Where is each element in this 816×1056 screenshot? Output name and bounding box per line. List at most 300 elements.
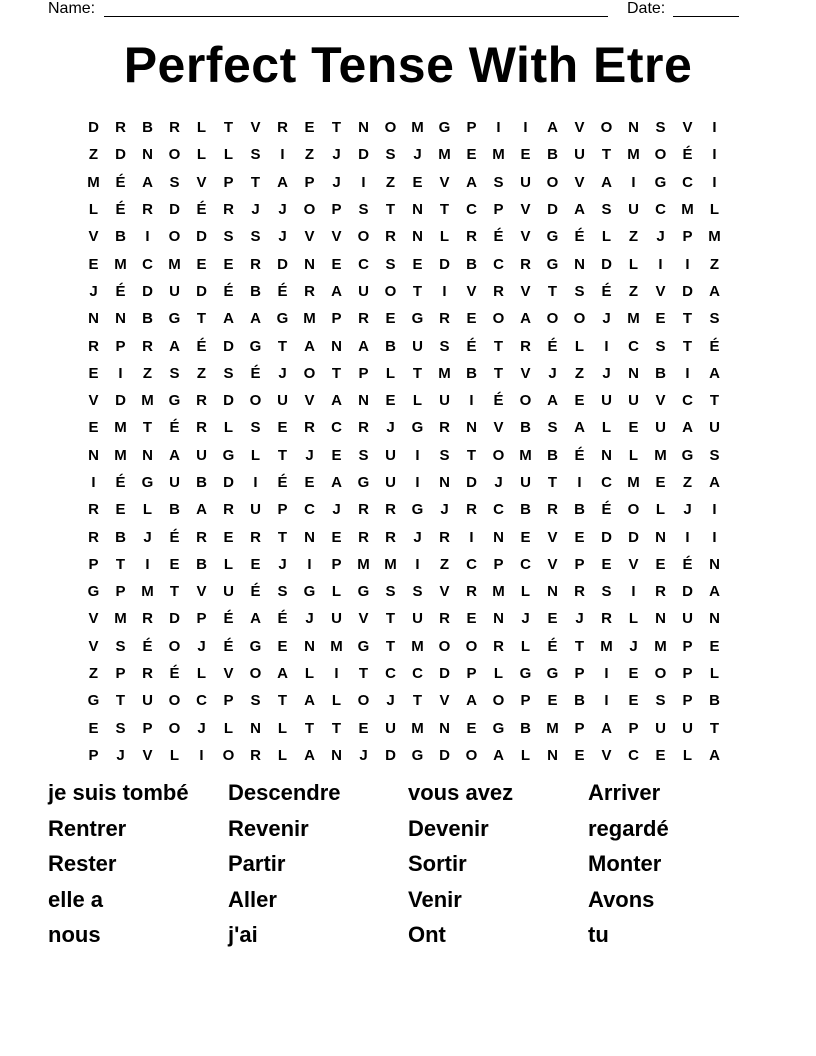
grid-cell: R (655, 583, 666, 601)
grid-cell: M (654, 446, 667, 464)
grid-cell: V (574, 119, 585, 137)
grid-cell: V (466, 282, 477, 300)
grid-cell: E (277, 637, 288, 655)
grid-cell: L (493, 665, 504, 683)
grid-cell: U (196, 446, 207, 464)
grid-cell: V (304, 228, 315, 246)
grid-cell: V (601, 746, 612, 764)
grid-cell: R (574, 583, 585, 601)
grid-cell: L (574, 337, 585, 355)
grid-cell: R (385, 528, 396, 546)
grid-cell: E (277, 419, 288, 437)
grid-cell: E (304, 119, 315, 137)
grid-cell: É (169, 419, 180, 437)
grid-cell: L (385, 364, 396, 382)
grid-cell: É (196, 201, 207, 219)
grid-cell: B (169, 501, 180, 519)
grid-cell: L (520, 746, 531, 764)
grid-cell: B (574, 501, 585, 519)
grid-cell: B (520, 719, 531, 737)
grid-cell: R (466, 228, 477, 246)
grid-cell: Z (628, 228, 639, 246)
grid-cell: M (114, 610, 127, 628)
grid-cell: B (250, 282, 261, 300)
grid-cell: O (438, 637, 451, 655)
grid-cell: S (250, 692, 261, 710)
name-line (104, 16, 608, 17)
grid-cell: S (223, 364, 234, 382)
grid-cell: N (493, 528, 504, 546)
grid-cell: T (385, 201, 396, 219)
grid-cell: T (385, 610, 396, 628)
grid-cell: R (304, 419, 315, 437)
grid-cell: É (547, 637, 558, 655)
grid-cell: O (573, 310, 586, 328)
word-list-item: Descendre (228, 780, 341, 805)
word-list-item: tu (588, 922, 609, 947)
grid-cell: I (469, 528, 474, 546)
name-label: Name: (48, 0, 96, 17)
grid-cell: J (332, 173, 341, 191)
grid-cell: N (304, 637, 315, 655)
grid-cell: É (601, 501, 612, 519)
grid-cell: C (493, 501, 504, 519)
grid-cell: P (628, 719, 639, 737)
grid-cell: U (223, 583, 234, 601)
grid-cell: É (115, 474, 126, 491)
grid-cell: N (88, 446, 99, 464)
grid-cell: G (492, 719, 505, 737)
grid-cell: R (358, 501, 369, 519)
grid-cell: J (494, 474, 503, 491)
grid-cell: P (115, 337, 126, 355)
grid-cell: O (249, 392, 262, 410)
grid-cell: N (439, 719, 450, 737)
grid-cell: M (681, 201, 694, 219)
grid-row (80, 442, 736, 469)
grid-cell: D (439, 665, 450, 683)
grid-cell: V (196, 583, 207, 601)
grid-cell: O (600, 119, 613, 137)
grid-cell: U (655, 719, 666, 737)
grid-cell: I (604, 665, 609, 683)
word-list-item: vous avez (408, 780, 514, 805)
grid-cell: S (250, 146, 261, 164)
grid-cell: M (546, 719, 559, 737)
grid-cell: P (331, 201, 342, 219)
grid-cell: B (466, 255, 477, 273)
grid-cell: A (709, 474, 720, 491)
grid-cell: L (628, 610, 639, 628)
grid-cell: V (520, 201, 531, 219)
grid-cell: R (115, 119, 126, 137)
grid-cell: N (709, 610, 720, 628)
grid-cell: É (682, 555, 693, 573)
grid-cell: U (574, 146, 585, 164)
grid-row (80, 360, 736, 387)
grid-cell: T (547, 474, 558, 491)
grid-cell: B (547, 446, 558, 464)
grid-cell: E (547, 610, 558, 628)
grid-cell: I (712, 146, 717, 164)
grid-cell: R (196, 528, 207, 546)
grid-cell: P (682, 692, 693, 710)
grid-cell: R (466, 583, 477, 601)
grid-cell: G (411, 419, 424, 437)
grid-cell: V (358, 610, 369, 628)
grid-cell: V (628, 555, 639, 573)
grid-cell: U (385, 719, 396, 737)
grid-cell: E (88, 255, 99, 273)
grid-cell: E (331, 255, 342, 273)
grid-cell: N (628, 119, 639, 137)
grid-cell: J (278, 364, 287, 382)
grid-cell: R (169, 119, 180, 137)
grid-cell: É (115, 201, 126, 219)
grid-cell: G (168, 392, 181, 410)
grid-cell: É (709, 337, 720, 355)
grid-cell: N (142, 146, 153, 164)
grid-cell: A (601, 173, 612, 191)
grid-cell: T (277, 446, 288, 464)
grid-cell: L (601, 419, 612, 437)
date-label: Date: (627, 0, 666, 17)
grid-cell: G (357, 474, 370, 491)
grid-cell: T (385, 637, 396, 655)
grid-cell: E (466, 310, 477, 328)
grid-cell: B (709, 692, 720, 710)
grid-cell: J (683, 501, 692, 519)
grid-cell: R (196, 392, 207, 410)
grid-cell: P (277, 501, 288, 519)
grid-cell: B (547, 146, 558, 164)
grid-cell: L (142, 501, 153, 519)
grid-cell: V (520, 282, 531, 300)
grid-cell: V (439, 692, 450, 710)
grid-cell: S (223, 228, 234, 246)
grid-cell: G (546, 228, 559, 246)
grid-cell: R (88, 528, 99, 546)
grid-cell: B (196, 555, 207, 573)
grid-cell: V (574, 173, 585, 191)
grid-cell: Z (628, 282, 639, 300)
grid-cell: I (631, 173, 636, 191)
grid-cell: A (304, 337, 315, 355)
grid-cell: M (114, 419, 127, 437)
grid-cell: S (358, 446, 369, 464)
grid-cell: I (604, 692, 609, 710)
grid-cell: P (574, 719, 585, 737)
grid-cell: P (682, 637, 693, 655)
grid-cell: S (385, 146, 396, 164)
grid-cell: G (249, 337, 262, 355)
grid-cell: G (546, 255, 559, 273)
grid-cell: V (547, 555, 558, 573)
grid-cell: T (196, 310, 207, 328)
grid-cell: L (682, 746, 693, 764)
grid-cell: O (357, 228, 370, 246)
grid-cell: J (143, 528, 152, 546)
grid-cell: J (332, 146, 341, 164)
grid-cell: É (574, 228, 585, 246)
grid-row (80, 196, 736, 223)
grid-cell: O (303, 364, 316, 382)
grid-cell: C (601, 474, 612, 491)
grid-cell: M (438, 146, 451, 164)
grid-cell: M (303, 310, 316, 328)
grid-cell: E (628, 692, 639, 710)
grid-cell: É (277, 474, 288, 491)
grid-cell: A (142, 173, 153, 191)
grid-cell: G (411, 746, 424, 764)
grid-cell: O (492, 446, 505, 464)
grid-cell: S (493, 173, 504, 191)
grid-cell: M (708, 228, 721, 246)
grid-cell: E (385, 310, 396, 328)
grid-cell: C (466, 555, 477, 573)
grid-cell: É (601, 282, 612, 300)
grid-cell: M (492, 583, 505, 601)
grid-cell: I (415, 446, 420, 464)
grid-cell: N (574, 255, 585, 273)
grid-cell: E (574, 746, 585, 764)
grid-cell: B (142, 310, 153, 328)
grid-cell: E (223, 528, 234, 546)
grid-cell: G (411, 501, 424, 519)
grid-cell: E (466, 146, 477, 164)
grid-cell: U (628, 392, 639, 410)
grid-cell: U (169, 474, 180, 491)
grid-cell: P (466, 119, 477, 137)
grid-cell: Z (304, 146, 315, 164)
grid-row (80, 633, 736, 660)
grid-cell: E (628, 419, 639, 437)
grid-cell: A (466, 692, 477, 710)
grid-cell: O (546, 173, 559, 191)
grid-cell: R (493, 282, 504, 300)
grid-cell: B (466, 364, 477, 382)
grid-cell: E (547, 692, 558, 710)
grid-cell: T (331, 719, 342, 737)
grid-cell: V (304, 392, 315, 410)
page-title: Perfect Tense With Etre (123, 37, 693, 93)
grid-cell: I (712, 501, 717, 519)
grid-cell: N (601, 446, 612, 464)
grid-cell: L (196, 119, 207, 137)
grid-cell: U (412, 337, 423, 355)
grid-cell: J (332, 501, 341, 519)
grid-cell: J (656, 228, 665, 246)
grid-cell: A (331, 474, 342, 491)
grid-cell: G (87, 692, 100, 710)
grid-cell: C (412, 665, 423, 683)
word-list-item: Rentrer (48, 815, 127, 841)
grid-cell: D (601, 255, 612, 273)
grid-cell: A (331, 392, 342, 410)
grid-cell: J (629, 637, 638, 655)
grid-cell: A (169, 446, 180, 464)
grid-cell: E (628, 665, 639, 683)
grid-cell: R (439, 310, 450, 328)
grid-cell: R (304, 282, 315, 300)
grid-cell: O (519, 392, 532, 410)
grid-cell: B (115, 528, 126, 546)
grid-cell: C (385, 665, 396, 683)
grid-cell: I (712, 119, 717, 137)
grid-cell: A (547, 119, 558, 137)
grid-cell: O (654, 665, 667, 683)
grid-cell: É (493, 228, 504, 246)
grid-cell: S (601, 583, 612, 601)
grid-cell: V (439, 173, 450, 191)
grid-cell: M (87, 173, 100, 191)
grid-cell: U (412, 610, 423, 628)
word-list (48, 778, 768, 958)
grid-cell: S (115, 637, 126, 655)
grid-cell: M (627, 310, 640, 328)
grid-cell: R (88, 501, 99, 519)
grid-cell: R (385, 501, 396, 519)
grid-cell: M (411, 719, 424, 737)
grid-cell: I (280, 146, 285, 164)
grid-cell: R (250, 528, 261, 546)
grid-cell: A (223, 310, 234, 328)
grid-cell: U (628, 201, 639, 219)
grid-cell: T (412, 282, 423, 300)
grid-row (80, 469, 736, 496)
grid-cell: V (88, 228, 99, 246)
grid-cell: G (249, 637, 262, 655)
grid-cell: N (412, 228, 423, 246)
grid-cell: L (223, 555, 234, 573)
grid-cell: D (439, 255, 450, 273)
grid-cell: T (115, 555, 126, 573)
grid-cell: É (223, 637, 234, 655)
grid-cell: D (277, 255, 288, 273)
grid-cell: R (358, 528, 369, 546)
grid-cell: A (277, 665, 288, 683)
grid-cell: T (412, 692, 423, 710)
grid-cell: N (331, 746, 342, 764)
grid-cell: S (655, 692, 666, 710)
word-list-item: Sortir (408, 851, 467, 876)
grid-cell: O (546, 310, 559, 328)
grid-cell: V (196, 173, 207, 191)
grid-cell: T (277, 692, 288, 710)
grid-cell: A (520, 310, 531, 328)
grid-cell: S (709, 310, 720, 328)
grid-cell: J (413, 528, 422, 546)
grid-cell: I (145, 555, 150, 573)
grid-cell: D (682, 583, 693, 601)
grid-cell: S (250, 228, 261, 246)
grid-cell: Z (682, 474, 693, 491)
grid-cell: E (223, 255, 234, 273)
grid-cell: M (141, 392, 154, 410)
grid-cell: N (547, 746, 558, 764)
grid-cell: L (277, 746, 288, 764)
grid-cell: G (681, 446, 694, 464)
grid-cell: L (601, 228, 612, 246)
grid-cell: B (520, 419, 531, 437)
grid-cell: I (685, 255, 690, 273)
grid-cell: G (303, 583, 316, 601)
grid-row (80, 223, 736, 250)
grid-cell: É (547, 337, 558, 355)
grid-cell: A (196, 501, 207, 519)
grid-cell: L (520, 583, 531, 601)
grid-cell: L (304, 665, 315, 683)
grid-cell: T (331, 119, 342, 137)
grid-cell: I (577, 474, 582, 491)
grid-cell: C (466, 201, 477, 219)
grid-cell: N (547, 583, 558, 601)
grid-cell: V (88, 610, 99, 628)
grid-cell: S (277, 583, 288, 601)
grid-cell: V (655, 282, 666, 300)
grid-cell: M (357, 555, 370, 573)
grid-cell: C (196, 692, 207, 710)
grid-cell: U (169, 282, 180, 300)
grid-cell: L (628, 446, 639, 464)
grid-cell: P (574, 665, 585, 683)
grid-cell: T (466, 446, 477, 464)
grid-cell: D (439, 746, 450, 764)
grid-cell: T (250, 173, 261, 191)
grid-cell: G (438, 119, 451, 137)
grid-row (80, 496, 736, 523)
grid-cell: C (520, 555, 531, 573)
grid-cell: J (278, 228, 287, 246)
grid-cell: U (142, 692, 153, 710)
grid-cell: E (412, 255, 423, 273)
grid-cell: J (575, 610, 584, 628)
grid-cell: P (682, 228, 693, 246)
grid-cell: É (115, 282, 126, 300)
grid-cell: Z (385, 173, 396, 191)
grid-cell: J (440, 501, 449, 519)
grid-cell: J (251, 201, 260, 219)
grid-cell: I (712, 173, 717, 191)
grid-cell: P (682, 665, 693, 683)
grid-cell: M (141, 583, 154, 601)
grid-cell: L (520, 637, 531, 655)
grid-cell: É (466, 337, 477, 355)
word-list-item: Partir (228, 851, 286, 876)
grid-cell: É (142, 637, 153, 655)
grid-cell: J (197, 637, 206, 655)
grid-cell: P (574, 555, 585, 573)
grid-cell: J (602, 310, 611, 328)
grid-cell: V (439, 583, 450, 601)
grid-cell: V (520, 228, 531, 246)
grid-cell: E (574, 392, 585, 410)
grid-cell: A (574, 419, 585, 437)
grid-cell: C (682, 173, 693, 191)
grid-cell: M (654, 637, 667, 655)
grid-cell: R (493, 637, 504, 655)
grid-cell: A (709, 364, 720, 382)
grid-cell: R (520, 255, 531, 273)
word-list-item: nous (48, 922, 101, 947)
grid-cell: G (222, 446, 235, 464)
grid-cell: C (628, 337, 639, 355)
grid-cell: I (199, 746, 204, 764)
grid-cell: R (277, 119, 288, 137)
grid-cell: L (223, 146, 234, 164)
grid-cell: G (357, 637, 370, 655)
grid-cell: L (331, 692, 342, 710)
